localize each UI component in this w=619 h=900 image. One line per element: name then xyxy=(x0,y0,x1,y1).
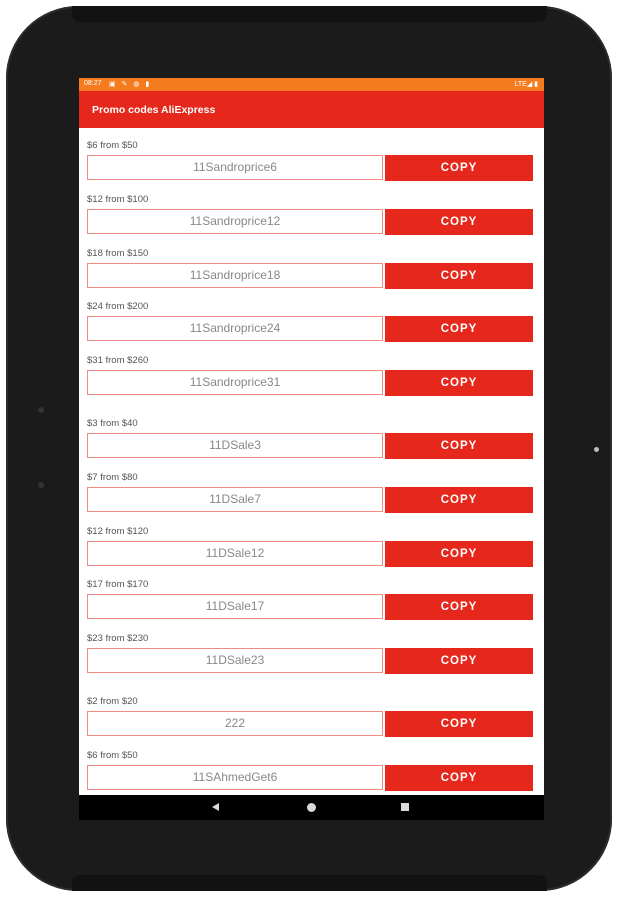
back-icon[interactable] xyxy=(212,803,219,811)
promo-label: $12 from $100 xyxy=(87,194,149,205)
copy-button[interactable]: COPY xyxy=(385,765,533,791)
promo-code-field[interactable]: 11Sandroprice31 xyxy=(87,370,383,395)
copy-button[interactable]: COPY xyxy=(385,370,533,396)
promo-code-field[interactable]: 11DSale7 xyxy=(87,487,383,512)
promo-label: $3 from $40 xyxy=(87,418,138,429)
copy-button[interactable]: COPY xyxy=(385,711,533,737)
promo-code-field[interactable]: 222 xyxy=(87,711,383,736)
copy-button[interactable]: COPY xyxy=(385,487,533,513)
promo-code-field[interactable]: 11Sandroprice6 xyxy=(87,155,383,180)
promo-code-field[interactable]: 11DSale23 xyxy=(87,648,383,673)
recents-icon[interactable] xyxy=(401,803,409,811)
device-screen xyxy=(79,78,544,820)
copy-button[interactable]: COPY xyxy=(385,263,533,289)
promo-label: $31 from $260 xyxy=(87,355,149,366)
system-nav-bar xyxy=(79,795,544,820)
promo-code-field[interactable]: 11DSale12 xyxy=(87,541,383,566)
home-icon[interactable] xyxy=(307,803,316,812)
copy-button[interactable]: COPY xyxy=(385,594,533,620)
copy-button[interactable]: COPY xyxy=(385,316,533,342)
promo-label: $2 from $20 xyxy=(87,696,138,707)
promo-label: $12 from $120 xyxy=(87,526,149,537)
status-time: 08:27 xyxy=(84,80,102,87)
tablet-bezel-bottom-edge xyxy=(72,875,547,891)
copy-button[interactable]: COPY xyxy=(385,433,533,459)
promo-label: $6 from $50 xyxy=(87,140,138,151)
status-bar xyxy=(79,78,544,91)
app-bar xyxy=(79,91,544,128)
notification-icons: ▣ ✎ ◍ ▮ xyxy=(109,81,152,88)
app-title: Promo codes AliExpress xyxy=(92,104,216,116)
promo-code-field[interactable]: 11SAhmedGet6 xyxy=(87,765,383,790)
promo-code-list[interactable] xyxy=(79,128,544,795)
copy-button[interactable]: COPY xyxy=(385,648,533,674)
promo-label: $17 from $170 xyxy=(87,579,149,590)
tablet-bezel-top-edge xyxy=(72,6,547,22)
promo-label: $6 from $50 xyxy=(87,750,138,761)
promo-code-field[interactable]: 11Sandroprice18 xyxy=(87,263,383,288)
signal-battery-icon: LTE◢ ▮ xyxy=(514,81,538,88)
copy-button[interactable]: COPY xyxy=(385,209,533,235)
promo-code-field[interactable]: 11Sandroprice12 xyxy=(87,209,383,234)
promo-label: $7 from $80 xyxy=(87,472,138,483)
front-camera-icon xyxy=(594,447,599,452)
promo-label: $23 from $230 xyxy=(87,633,149,644)
promo-label: $24 from $200 xyxy=(87,301,149,312)
front-sensor-icon xyxy=(38,482,44,488)
copy-button[interactable]: COPY xyxy=(385,541,533,567)
promo-code-field[interactable]: 11DSale3 xyxy=(87,433,383,458)
promo-code-field[interactable]: 11Sandroprice24 xyxy=(87,316,383,341)
promo-label: $18 from $150 xyxy=(87,248,149,259)
promo-code-field[interactable]: 11DSale17 xyxy=(87,594,383,619)
copy-button[interactable]: COPY xyxy=(385,155,533,181)
front-sensor-icon xyxy=(38,407,44,413)
